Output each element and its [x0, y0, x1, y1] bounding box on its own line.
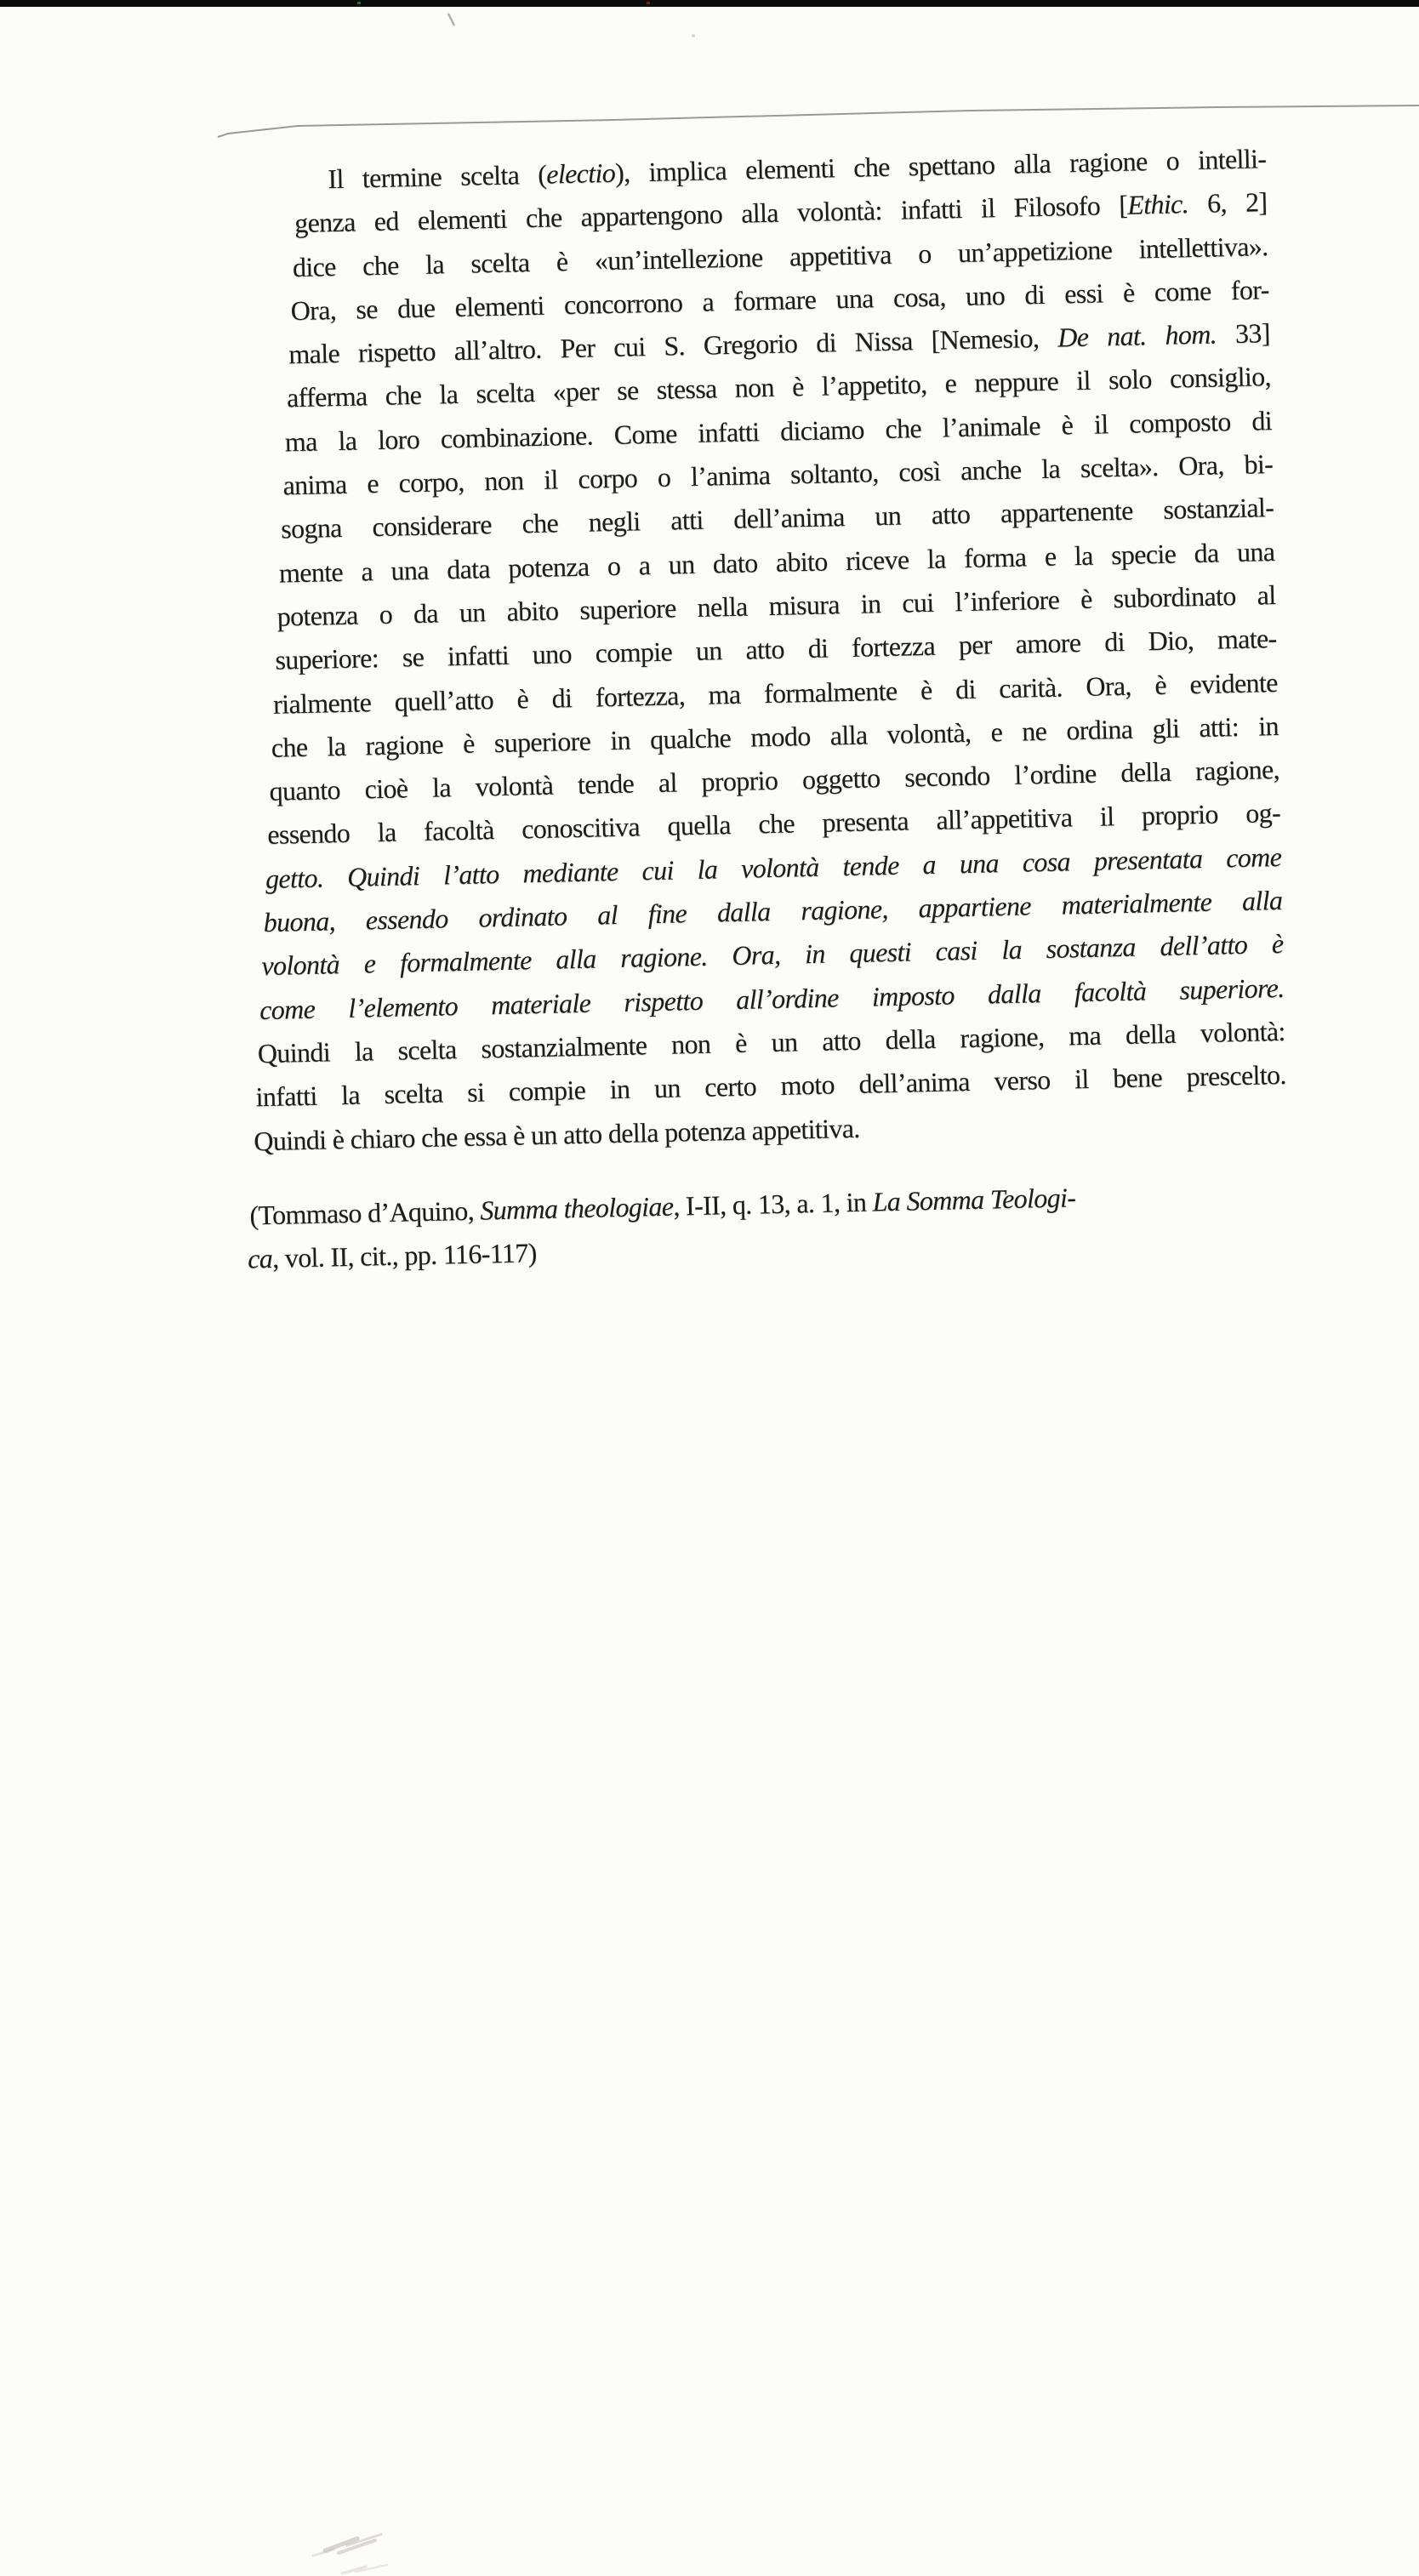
text-segment: sogna considerare che negli atti dell’anima un atto appartenente sostanzial-	[280, 492, 1274, 544]
small-scan-mark	[448, 14, 454, 26]
scan-dot	[692, 34, 695, 37]
text-segment: Quindi è chiaro che essa è un atto della potenza appetitiva.	[253, 1112, 861, 1156]
text-segment: Quindi la scelta sostanzialmente non è un atto della ragione, ma della volontà:	[257, 1015, 1286, 1069]
scan-edge-top-bar	[0, 0, 1419, 7]
text-segment: quanto cioè la volontà tende al proprio oggetto secondo l’ordine della ragione,	[269, 754, 1280, 807]
text-segment: 33]	[1216, 317, 1271, 350]
italic-text-segment: De nat. hom.	[1057, 318, 1217, 353]
scan-speck-green	[357, 2, 361, 4]
text-segment: che la ragione è superiore in qualche modo alla volontà, e ne ordina gli atti: in	[271, 710, 1279, 763]
body-text-block	[247, 137, 1290, 1279]
italic-text-segment: volontà e formalmente alla ragione. Ora, in questi casi la sostanza dell’atto è	[261, 928, 1284, 982]
text-segment: mente a una data potenza o a un dato abito riceve la forma e la specie da una	[278, 535, 1275, 589]
text-segment: rialmente quell’atto è di fortezza, ma formalmente è di carità. Ora, è evidente	[272, 666, 1279, 720]
scan-speck-red	[647, 2, 650, 4]
smudge-group-upper	[313, 2534, 381, 2556]
text-segment: ), implica elementi che spettano alla ragione o intelli-	[614, 143, 1267, 188]
text-segment: 6, 2]	[1188, 186, 1268, 219]
text-segment: essendo la facoltà conoscitiva quella che presenta all’appetitiva il proprio og-	[266, 797, 1281, 851]
italic-text-segment: Summa theologiae	[479, 1190, 674, 1226]
text-segment: (Tommaso d’Aquino,	[249, 1194, 481, 1231]
italic-text-segment: buona, essendo ordinato al fine dalla ragione, appartiene materialmente alla	[263, 884, 1283, 938]
text-segment: male rispetto all’altro. Per cui S. Gregorio di Nissa [Nemesio,	[288, 322, 1058, 370]
text-segment: superiore: se infatti uno compie un atto di fortezza per amore di Dio, mate-	[275, 623, 1277, 675]
italic-text-segment: electio	[545, 157, 616, 190]
page-edge-path	[218, 105, 1419, 137]
text-segment: , I-II, q. 13, a. 1, in	[672, 1186, 874, 1222]
text-segment: Ora, se due elementi concorrono a formare una cosa, uno di essi è come for-	[290, 273, 1270, 327]
text-segment: dice che la scelta è «un’intellezione appetitiva o un’appetizione intellettiva».	[292, 230, 1268, 282]
text-segment: , vol. II, cit., pp. 116-117)	[271, 1237, 538, 1274]
italic-text-segment: getto. Quindi l’atto mediante cui la volontà tende a una cosa presentata come	[265, 841, 1282, 894]
text-segment: potenza o da un abito superiore nella misura in cui l’inferiore è subordinato al	[276, 578, 1276, 632]
italic-text-segment: Ethic.	[1126, 188, 1189, 220]
smudge-group-lower	[342, 2565, 387, 2573]
italic-text-segment: ca	[247, 1243, 273, 1274]
text-segment: infatti la scelta si compie in un certo moto dell’anima verso il bene prescelto.	[255, 1059, 1287, 1113]
text-segment: genza ed elementi che appartengono alla volontà: infatti il Filosofo [	[293, 189, 1128, 239]
italic-text-segment: come l’elemento materiale rispetto all’ordine imposto dalla facoltà superiore.	[259, 972, 1285, 1025]
quote-paragraph	[253, 137, 1287, 1161]
italic-text-segment: La Somma Teologi-	[872, 1182, 1076, 1217]
text-segment: afferma che la scelta «per se stessa non è l’appetito, e neppure il solo consiglio,	[286, 361, 1272, 413]
text-segment: Il termine scelta (	[328, 158, 547, 195]
text-segment: anima e corpo, non il corpo o l’anima soltanto, così anche la scelta». Ora, bi-	[282, 448, 1274, 501]
text-segment: ma la loro combinazione. Come infatti diciamo che l’animale è il composto di	[284, 404, 1273, 458]
